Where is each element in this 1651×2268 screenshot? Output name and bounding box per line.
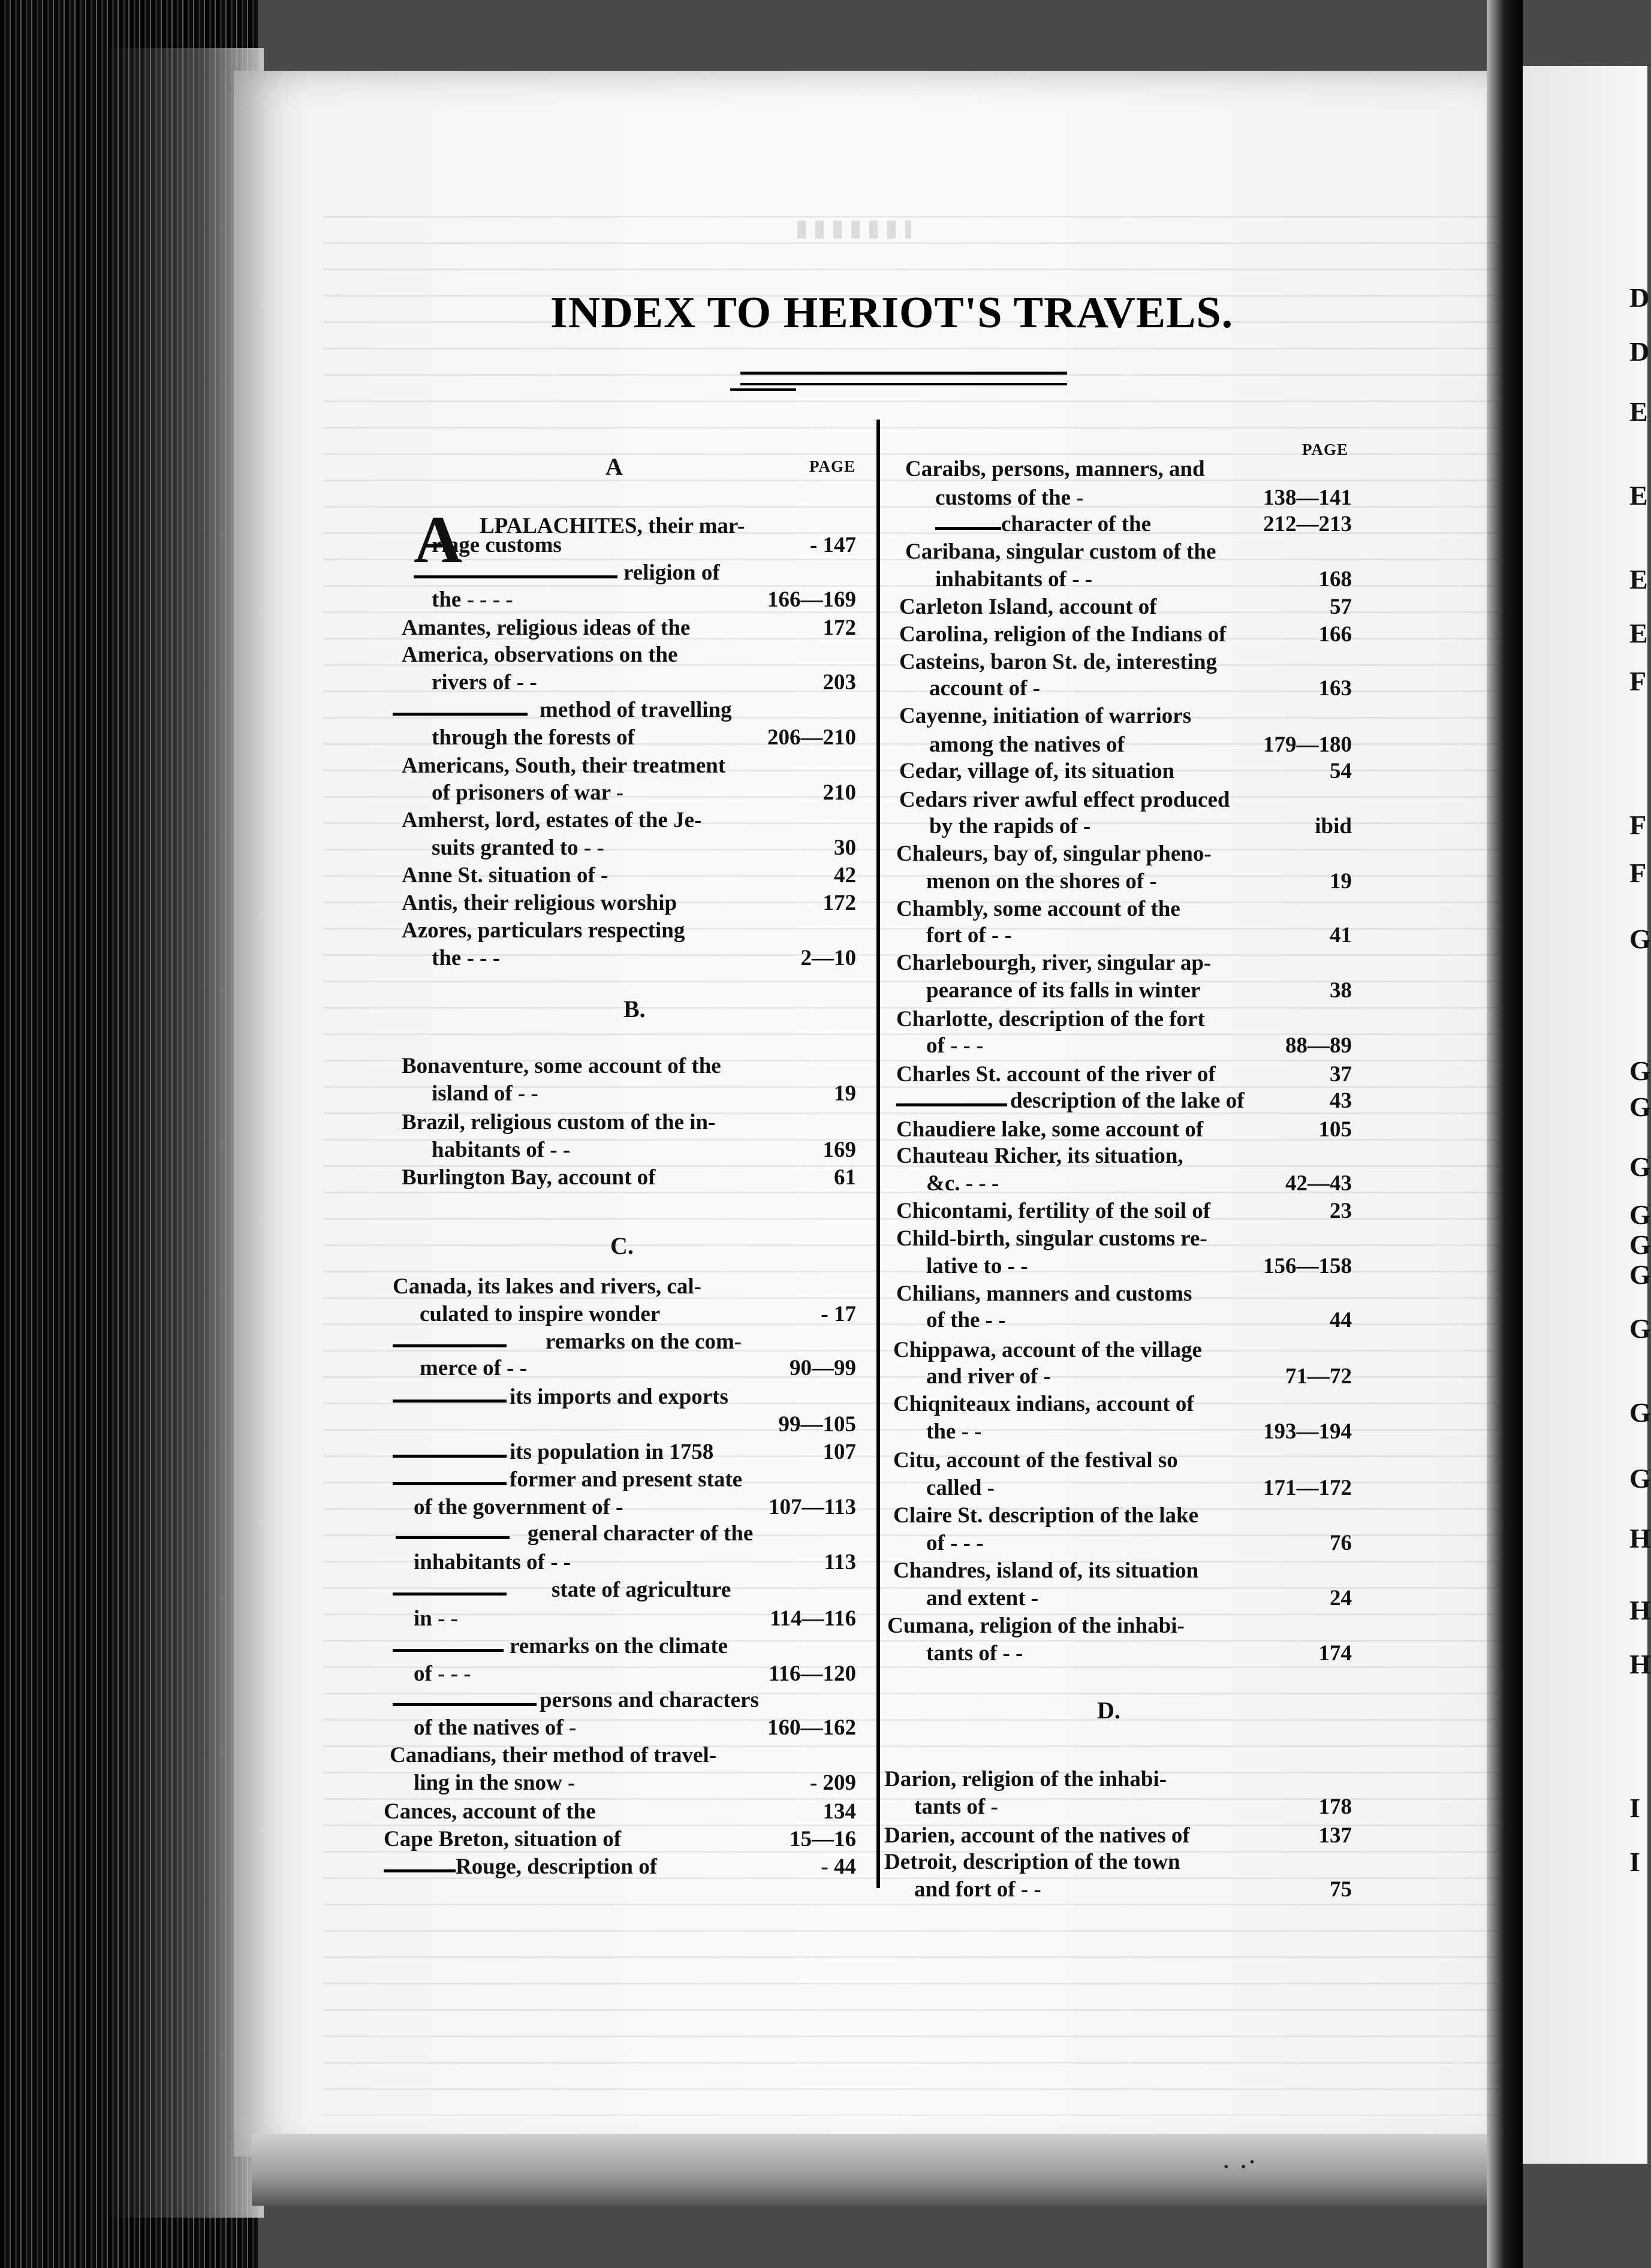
left-entry-text: riage customs [432,533,562,557]
right-entry-text: Chiqniteaux indians, account of [893,1392,1194,1416]
facing-page-letter: F [1629,810,1647,840]
right-entry-page: 71—72 [1285,1364,1352,1389]
facing-page-letter: G [1629,924,1651,954]
right-entry-text: Claire St. description of the lake [893,1503,1199,1528]
left-entry-text: general character of the [528,1521,754,1546]
page-bottom-edge [252,2134,1487,2206]
facing-page-letter: G [1629,1313,1651,1344]
right-entry-text: Chauteau Richer, its situation, [896,1144,1183,1168]
left-entry-text: Burlington Bay, account of [402,1165,656,1190]
right-entry-text: of the - - [926,1308,1006,1332]
right-entry-text: of - - - [926,1033,984,1058]
right-entry-text: fort of - - [926,923,1012,948]
right-entry-text: of - - - [926,1531,984,1555]
right-entry-page: 193—194 [1263,1419,1352,1444]
left-entry-text: former and present state [510,1467,743,1492]
facing-page-letter: E [1629,618,1648,649]
left-entry-text: state of agriculture [552,1578,731,1602]
right-entry-text: lative to - - [926,1254,1028,1278]
right-entry-text: Darien, account of the natives of [884,1823,1190,1848]
left-entry-text: habitants of - - [432,1138,571,1162]
left-entry-page: 107 [823,1440,856,1464]
right-entry-page: 19 [1330,869,1352,894]
page-column-label-left: PAGE [809,457,855,475]
left-entry-text: Cances, account of the [384,1799,596,1824]
right-entry-text: Detroit, description of the town [884,1850,1180,1874]
facing-page-letter: I [1629,1847,1640,1877]
left-entry-text: in - - [414,1606,458,1631]
right-entry-page: 37 [1330,1062,1352,1087]
left-repeat-dash [393,1703,537,1706]
left-entry-page: 30 [834,836,856,860]
left-entry-text: suits granted to - - [432,836,604,860]
facing-page-letter: F [1629,858,1647,888]
left-entry-text: ling in the snow - [414,1771,576,1795]
left-repeat-dash [414,575,617,578]
left-entry-text: Bonaventure, some account of the [402,1054,721,1078]
section-letter-a: A [605,453,623,480]
right-entry-page: 137 [1318,1823,1352,1848]
right-entry-text: pearance of its falls in winter [926,978,1201,1003]
left-entry-text: LPALACHITES, their mar- [480,514,745,538]
title-rule [740,372,1067,385]
left-entry-page: - 44 [821,1854,856,1879]
left-entry-text: inhabitants of - - [414,1550,571,1575]
right-entry-text: Chippawa, account of the village [893,1338,1202,1362]
column-divider [876,420,880,1888]
facing-page-letter: G [1629,1463,1651,1494]
left-entry-text: culated to inspire wonder [420,1302,661,1326]
left-entry-page: 107—113 [769,1495,856,1519]
left-entry-text: rivers of - - [432,670,537,695]
right-entry-text: Chambly, some account of the [896,897,1180,921]
right-entry-text: Chicontami, fertility of the soil of [896,1199,1211,1223]
facing-page-letter: G [1629,1151,1651,1182]
left-entry-text: of the government of - [414,1495,623,1519]
right-entry-text: and fort of - - [914,1877,1041,1902]
right-entry-text: and river of - [926,1364,1051,1389]
right-entry-page: 88—89 [1285,1033,1352,1058]
right-entry-page: 212—213 [1263,512,1352,536]
right-repeat-dash [935,527,1001,530]
right-entry-text: menon on the shores of - [926,869,1157,894]
facing-page-letter: E [1629,480,1648,511]
left-entry-page: - 209 [809,1771,856,1795]
section-letter-c: C. [610,1232,634,1259]
left-entry-text: Canada, its lakes and rivers, cal- [393,1274,701,1299]
facing-page-letter: G [1629,1055,1651,1086]
right-entry-page: 75 [1330,1877,1352,1902]
right-entry-page: 171—172 [1263,1476,1352,1500]
left-entry-page: 169 [823,1138,856,1162]
right-entry-page: 179—180 [1263,732,1352,757]
left-entry-text: its population in 1758 [510,1440,714,1464]
left-entry-text: Americans, South, their treatment [402,753,726,778]
left-entry-text: the - - - [432,946,501,970]
left-entry-text: remarks on the climate [510,1634,728,1658]
left-repeat-dash [393,1482,507,1485]
right-entry-text: tants of - - [926,1641,1023,1666]
left-entry-text: island of - - [432,1081,538,1106]
right-entry-text: Darion, religion of the inhabi- [884,1767,1167,1792]
left-repeat-dash [393,1649,504,1652]
page-title: INDEX TO HERIOT'S TRAVELS. [550,288,1234,337]
left-entry-text: the - - - - [432,587,513,612]
left-entry-text: Amantes, religious ideas of the [402,616,691,640]
right-entry-text: Chilians, manners and customs [896,1281,1192,1306]
right-entry-text: Cedars river awful effect produced [899,788,1230,812]
left-entry-page: 114—116 [770,1606,856,1631]
bleed-through-heading [797,221,911,239]
left-entry-page: 160—162 [767,1715,856,1740]
facing-page-letter: G [1629,1229,1651,1260]
left-entry-page: 206—210 [767,725,856,750]
left-entry-page: 172 [823,891,856,915]
right-entry-text: Casteins, baron St. de, interesting [899,650,1218,674]
facing-page-letter: G [1629,1259,1651,1290]
print-speck: . .· [1223,2152,1258,2173]
left-entry-text: Rouge, description of [456,1854,658,1879]
right-entry-page: 156—158 [1263,1254,1352,1278]
left-entry-text: religion of [623,560,720,585]
right-entry-text: Cedar, village of, its situation [899,759,1175,783]
left-entry-text: America, observations on the [402,643,678,667]
right-entry-page: 38 [1330,978,1352,1003]
facing-page-letter: E [1629,396,1648,427]
facing-page-letter: G [1629,1199,1651,1230]
right-entry-text: inhabitants of - - [935,567,1093,592]
right-entry-text: Chandres, island of, its situation [893,1558,1199,1583]
left-entry-page: - 17 [821,1302,856,1326]
left-entry-page: 113 [824,1550,856,1575]
left-entry-page: 210 [823,780,856,805]
left-entry-page: - 147 [809,533,856,557]
right-entry-text: character of the [1001,512,1151,536]
left-entry-page: 116—120 [769,1661,856,1686]
right-entry-page: 57 [1330,595,1352,619]
drop-cap: A [414,503,462,577]
facing-page-letter: G [1629,1397,1651,1428]
right-entry-page: ibid [1315,814,1352,839]
right-entry-page: 163 [1318,676,1352,701]
right-entry-text: Carleton Island, account of [899,595,1157,619]
left-entry-text: method of travelling [540,698,732,722]
left-entry-text: Cape Breton, situation of [384,1827,622,1851]
left-entry-text: Azores, particulars respecting [402,918,685,943]
right-entry-text: &c. - - - [926,1171,999,1196]
right-entry-text: tants of - [914,1795,998,1819]
right-entry-text: Citu, account of the festival so [893,1448,1178,1473]
right-entry-text: Carolina, religion of the Indians of [899,622,1227,647]
right-entry-text: by the rapids of - [929,814,1091,839]
left-entry-text: Brazil, religious custom of the in- [402,1110,716,1135]
facing-page-letter: F [1629,666,1647,696]
right-entry-text: Charlebourgh, river, singular ap- [896,951,1212,975]
right-entry-text: Caribana, singular custom of the [905,539,1216,564]
right-entry-text: Charlotte, description of the fort [896,1007,1205,1032]
left-entry-text: remarks on the com- [546,1329,742,1354]
left-entry-text: through the forests of [432,725,635,750]
section-letter-d: D. [1097,1697,1120,1724]
right-entry-page: 168 [1318,567,1352,592]
right-entry-page: 41 [1330,923,1352,948]
facing-page-letter: I [1629,1793,1640,1823]
facing-page-letter: E [1629,564,1648,595]
left-repeat-dash [393,1400,507,1403]
facing-page-letter: H [1629,1523,1651,1554]
left-entry-text: of prisoners of war - [432,780,623,805]
right-entry-text: Caraibs, persons, manners, and [905,457,1205,481]
left-repeat-dash [393,1593,507,1596]
facing-page-letter: H [1629,1595,1651,1625]
title-rule-short [730,388,796,391]
left-entry-text: Antis, their religious worship [402,891,677,915]
right-entry-page: 24 [1330,1586,1352,1610]
right-entry-text: the - - [926,1419,982,1444]
left-entry-text: Amherst, lord, estates of the Je- [402,808,702,833]
right-entry-page: 105 [1318,1117,1352,1142]
right-entry-page: 23 [1330,1199,1352,1223]
right-entry-page: 43 [1330,1088,1352,1113]
left-entry-text: of - - - [414,1661,471,1686]
right-entry-text: Charles St. account of the river of [896,1062,1216,1087]
facing-page-letter: H [1629,1649,1651,1679]
facing-page-letter: G [1629,1091,1651,1122]
right-entry-text: called - [926,1476,995,1500]
left-entry-page: 2—10 [800,946,856,970]
left-entry-page: 15—16 [790,1827,856,1851]
right-entry-text: Chaleurs, bay of, singular pheno- [896,842,1212,866]
left-entry-page: 90—99 [790,1356,856,1380]
left-entry-page: 172 [823,616,856,640]
facing-page-letter: D [1629,336,1650,367]
right-entry-text: customs of the - [935,485,1084,510]
right-entry-page: 76 [1330,1531,1352,1555]
right-entry-text: Child-birth, singular customs re- [896,1226,1207,1251]
left-entry-text: its imports and exports [510,1385,728,1409]
right-entry-page: 166 [1318,622,1352,647]
right-entry-text: Cayenne, initiation of warriors [899,704,1192,728]
left-entry-text: of the natives of - [414,1715,577,1740]
left-entry-page: 61 [834,1165,856,1190]
right-entry-page: 42—43 [1285,1171,1352,1196]
left-entry-text: Anne St. situation of - [402,863,608,888]
right-repeat-dash [896,1103,1007,1106]
right-entry-text: account of - [929,676,1040,701]
right-entry-page: 174 [1318,1641,1352,1666]
left-repeat-dash [393,713,528,716]
right-entry-text: description of the lake of [1010,1088,1245,1113]
right-entry-text: Chaudiere lake, some account of [896,1117,1204,1142]
left-entry-page: 19 [834,1081,856,1106]
left-entry-page: 99—105 [778,1412,856,1437]
left-entry-page: 42 [834,863,856,888]
facing-page [1523,66,1650,2164]
right-entry-text: and extent - [926,1586,1039,1610]
left-repeat-dash [393,1455,507,1458]
left-entry-text: persons and characters [540,1688,759,1712]
facing-page-letter: D [1629,282,1650,313]
right-entry-page: 178 [1318,1795,1352,1819]
left-entry-page: 203 [823,670,856,695]
section-letter-b: B. [623,996,646,1023]
left-entry-text: merce of - - [420,1356,528,1380]
left-repeat-dash [396,1536,510,1539]
right-entry-text: Cumana, religion of the inhabi- [887,1613,1185,1638]
left-entry-text: Canadians, their method of travel- [390,1743,717,1768]
right-entry-page: 44 [1330,1308,1352,1332]
left-repeat-dash [384,1869,456,1872]
left-repeat-dash [393,1344,507,1347]
page-column-label-right: PAGE [1302,441,1348,459]
left-entry-page: 134 [823,1799,856,1824]
right-entry-text: among the natives of [929,732,1125,757]
left-entry-page: 166—169 [767,587,856,612]
right-entry-page: 54 [1330,759,1352,783]
right-entry-page: 138—141 [1263,485,1352,510]
